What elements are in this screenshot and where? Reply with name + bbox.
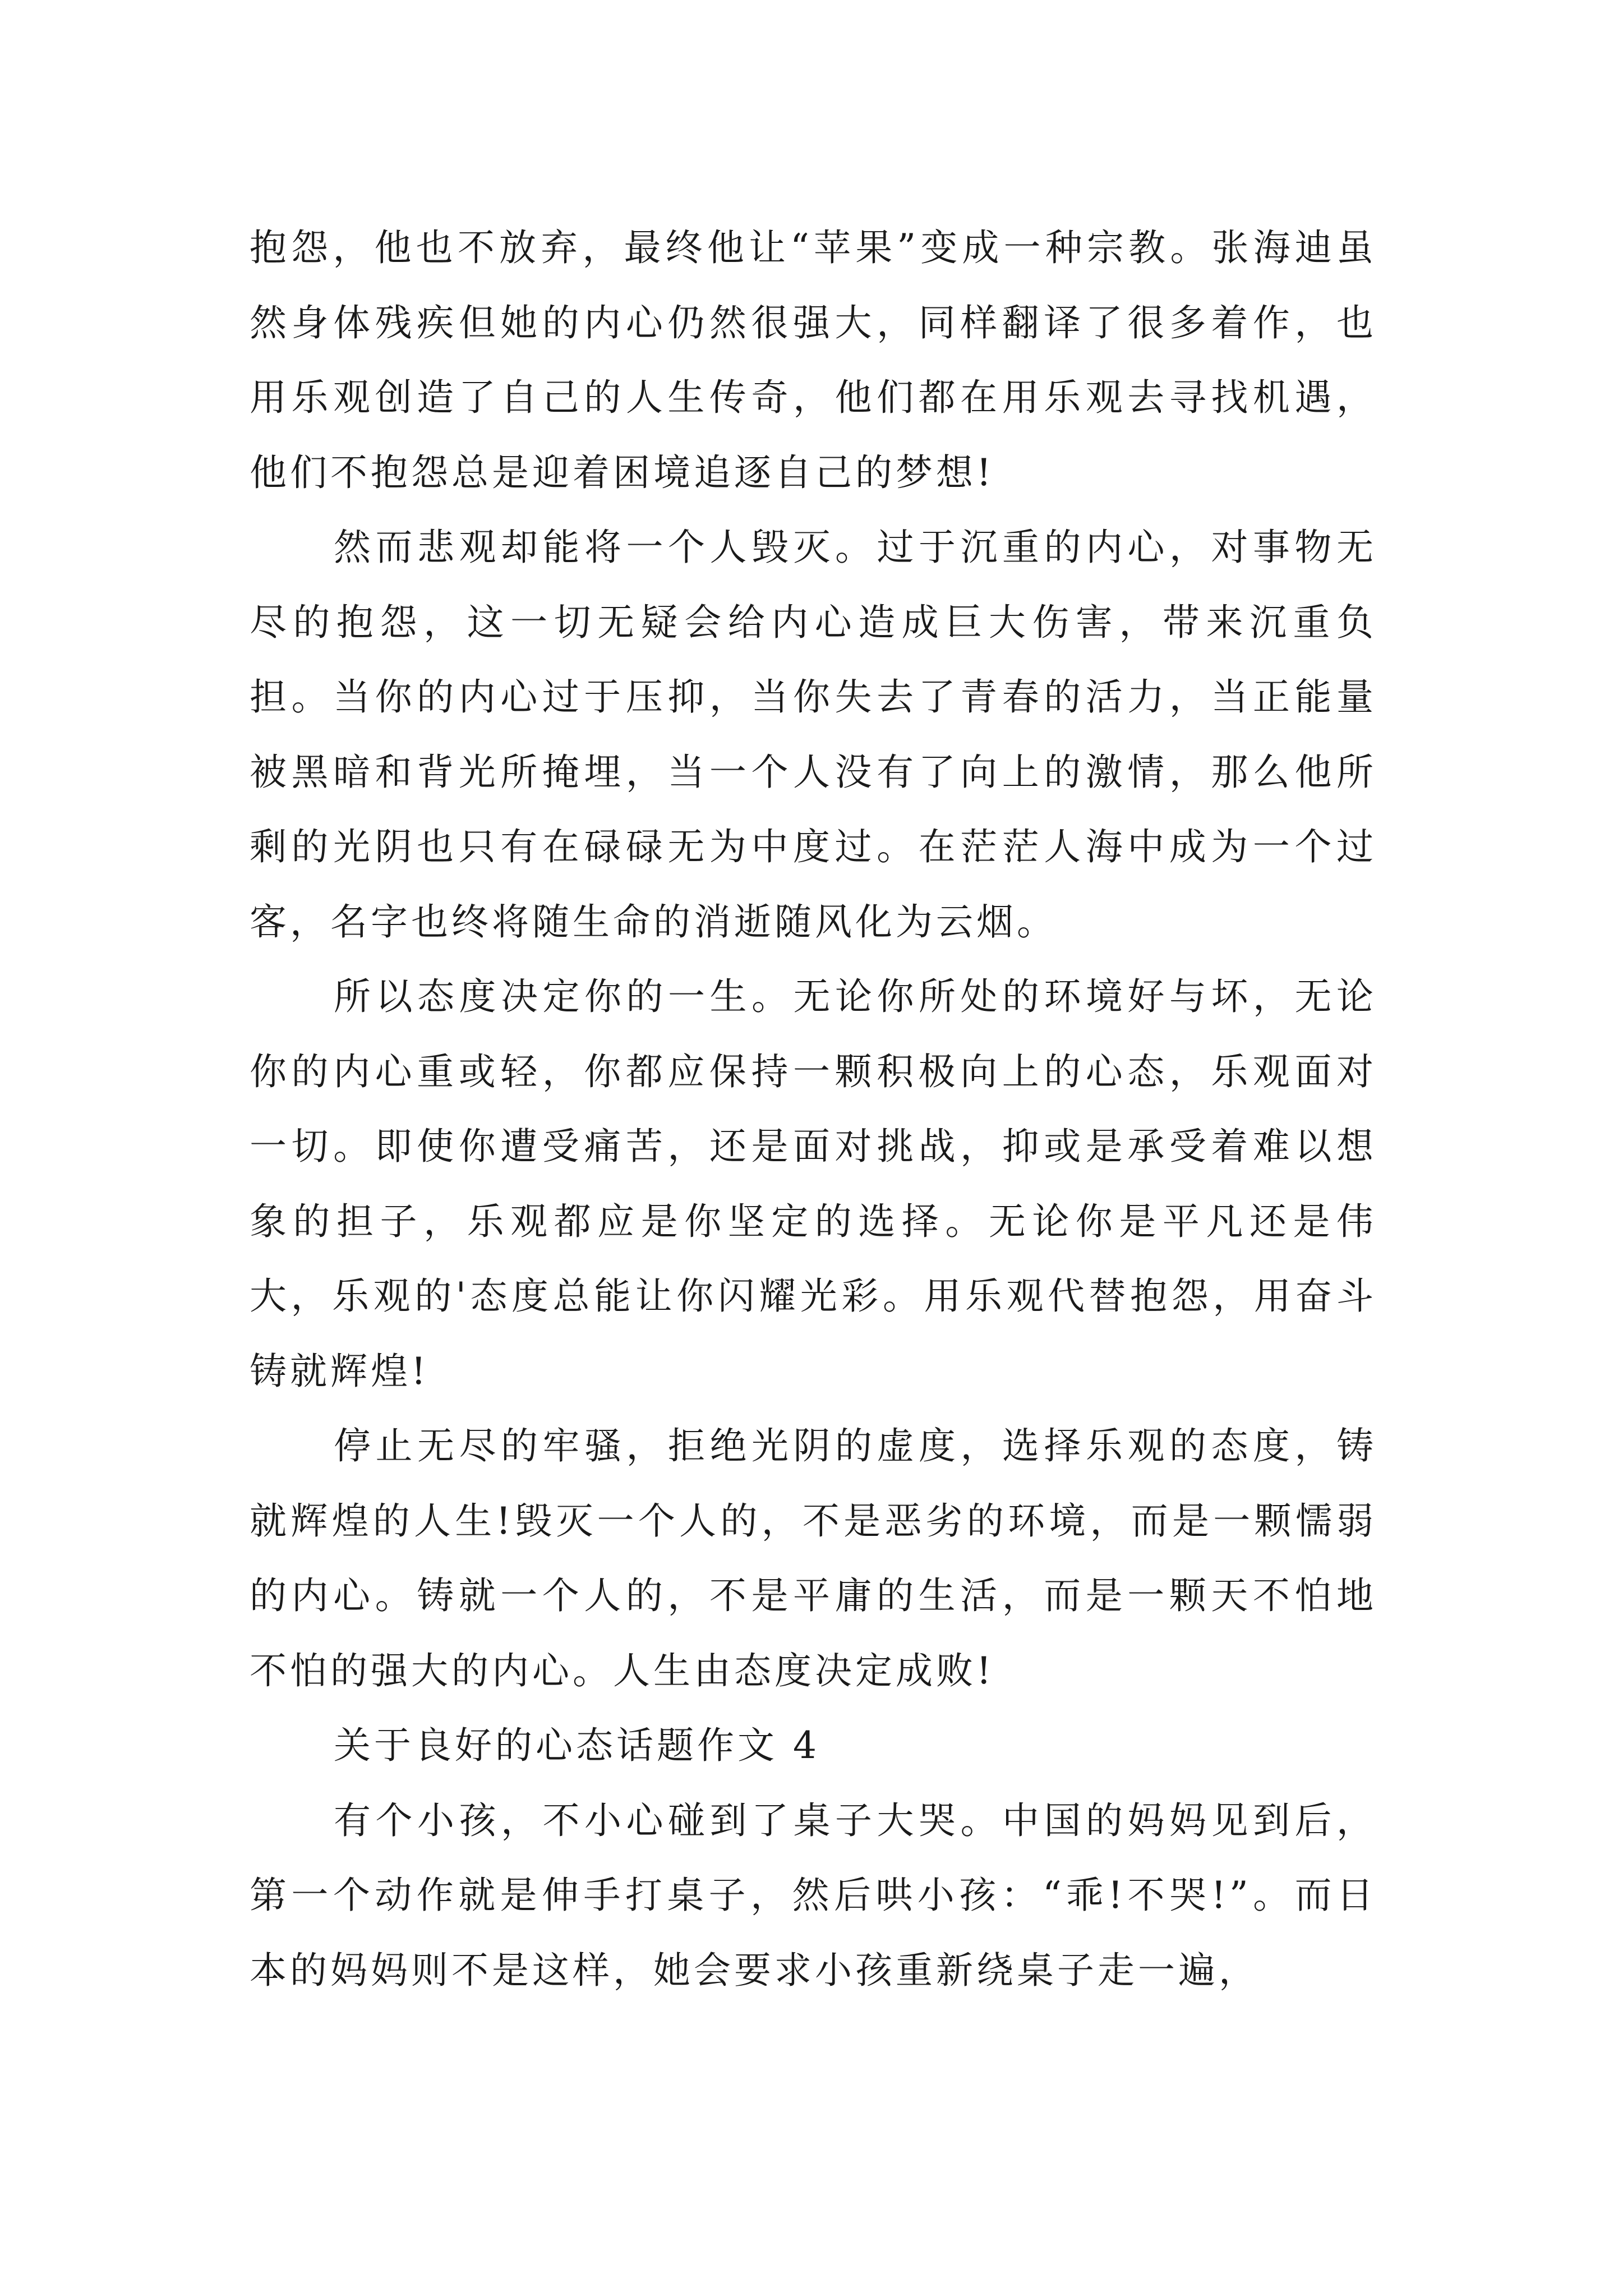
paragraph-1: 抱怨，他也不放弃，最终他让“苹果”变成一种宗教。张海迪虽然身体残疾但她的内心仍然很强大，同样翻译了很多着作，也用乐观创造了自己的人生传奇，他们都在用乐观去寻找机遇，他们不抱怨总是迎着困境追逐自己的梦想! xyxy=(250,226,1377,494)
paragraph-2: 然而悲观却能将一个人毁灭。过于沉重的内心，对事物无尽的抱怨，这一切无疑会给内心造成巨大伤害，带来沉重负担。当你的内心过于压抑，当你失去了青春的活力，当正能量被黑暗和背光所掩埋，当一个人没有了向上的激情，那么他所剩的光阴也只有在碌碌无为中度过。在茫茫人海中成为一个过客，名字也终将随生命的消逝随风化为云烟。 xyxy=(250,526,1377,944)
document-body xyxy=(250,210,1377,2008)
paragraph-4: 停止无尽的牢骚，拒绝光阴的虚度，选择乐观的态度，铸就辉煌的人生!毁灭一个人的，不是恶劣的环境，而是一颗懦弱的内心。铸就一个人的，不是平庸的生活，而是一颗天不怕地不怕的强大的内心。人生由态度决定成败! xyxy=(250,1424,1377,1692)
section-heading: 关于良好的心态话题作文 4 xyxy=(334,1724,820,1767)
paragraph-3: 所以态度决定你的一生。无论你所处的环境好与坏，无论你的内心重或轻，你都应保持一颗积极向上的心态，乐观面对一切。即使你遭受痛苦，还是面对挑战，抑或是承受着难以想象的担子，乐观都应是你坚定的选择。无论你是平凡还是伟大，乐观的'态度总能让你闪耀光彩。用乐观代替抱怨，用奋斗铸就辉煌! xyxy=(250,975,1377,1393)
paragraph-5: 有个小孩，不小心碰到了桌子大哭。中国的妈妈见到后，第一个动作就是伸手打桌子，然后哄小孩：“乖!不哭!”。而日本的妈妈则不是这样，她会要求小孩重新绕桌子走一遍， xyxy=(250,1798,1377,1992)
